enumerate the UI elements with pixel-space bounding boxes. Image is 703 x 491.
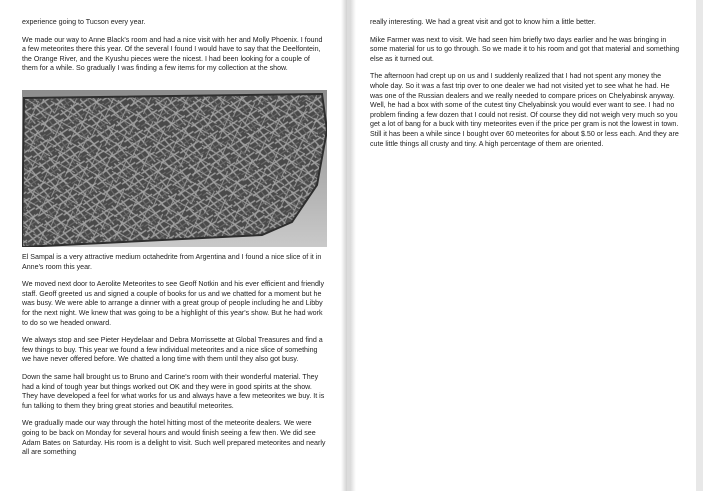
paragraph: We made our way to Anne Black's room and had a nice visit with her and Molly Phoenix. I found a few meteorites there this year. Of the several I found I would have to say that the Deelfontein, the Orange River, and the Kyushu pieces were the nicest. I had been looking for a couple of them for a while. So gradually I was finding a few items for my collection at the show. [22,35,323,73]
right-page [350,0,696,491]
paragraph: We gradually made our way through the hotel hitting most of the meteorite dealers. We were going to be back on Monday for several hours and would finish seeing a few then. We did see Adam Bates on Saturday. His room is a delight to visit. Such well prepared meteorites and nearly all are something [22,419,326,457]
meteorite-slice-photo [22,90,327,247]
paragraph: We moved next door to Aerolite Meteorites to see Geoff Notkin and his ever efficient and friendly staff. Geoff greeted us and signed a couple of books for us and we chatted for a moment but he was busy. We were able to arrange a dinner with a great group of people including he and Libby for the next night. We knew that was going to be a highlight of this year's show. But he had work to do so we headed onward. [22,280,325,327]
paragraph: We always stop and see Pieter Heydelaar and Debra Morrissette at Global Treasures and find a few things to buy. This year we found a few individual meteorites and a nice slice of something we have never offered before. We chatted a long time with them until they also got busy. [22,336,323,364]
left-text-top [22,18,327,74]
gutter-shadow-right [350,0,356,491]
gutter-shadow-left [341,0,347,491]
paragraph: experience going to Tucson every year. [22,18,146,26]
paragraph: The afternoon had crept up on us and I suddenly realized that I had not spent any money the whole day. So it was a fast trip over to one dealer we had not visited yet to see what he had. He was one of the Russian dealers and we really needed to compare prices on Chelyabinsk anyway. Well, he had a box with some of the cutest tiny Chelyabinsk you would ever want to see. I had no problem finding a few dozen that I could not resist. Of course they did not weigh very much so you get a lot of bang for a buck with tiny meteorites even if the price per gram is not the lowest in town. Still it has been a while since I bought over 60 meteorites for about $.50 or less each. And they are cute little things all crusty and tiny. A high percentage of them are oriented. [370,72,679,148]
paragraph: really interesting. We had a great visit and got to know him a little better. [370,18,596,26]
left-page [0,0,347,491]
left-text-bottom [22,253,327,458]
paragraph: Mike Farmer was next to visit. We had seen him briefly two days earlier and he was bringing in some material for us to go through. So we made it to his room and got that material and something else as it turned out. [370,35,680,63]
right-edge-strip [696,0,703,491]
right-text [370,18,680,149]
photo-caption: El Sampal is a very attractive medium octahedrite from Argentina and I found a nice slice of it in Anne's room this year. [22,253,322,271]
paragraph: Down the same hall brought us to Bruno and Carine's room with their wonderful material. They had a kind of tough year but things worked out OK and they were in good spirits at the show. They have developed a feel for what works for us and always have a few meteorites we buy. It is fun talking to them they bring great stories and beautiful meteorites. [22,372,325,410]
